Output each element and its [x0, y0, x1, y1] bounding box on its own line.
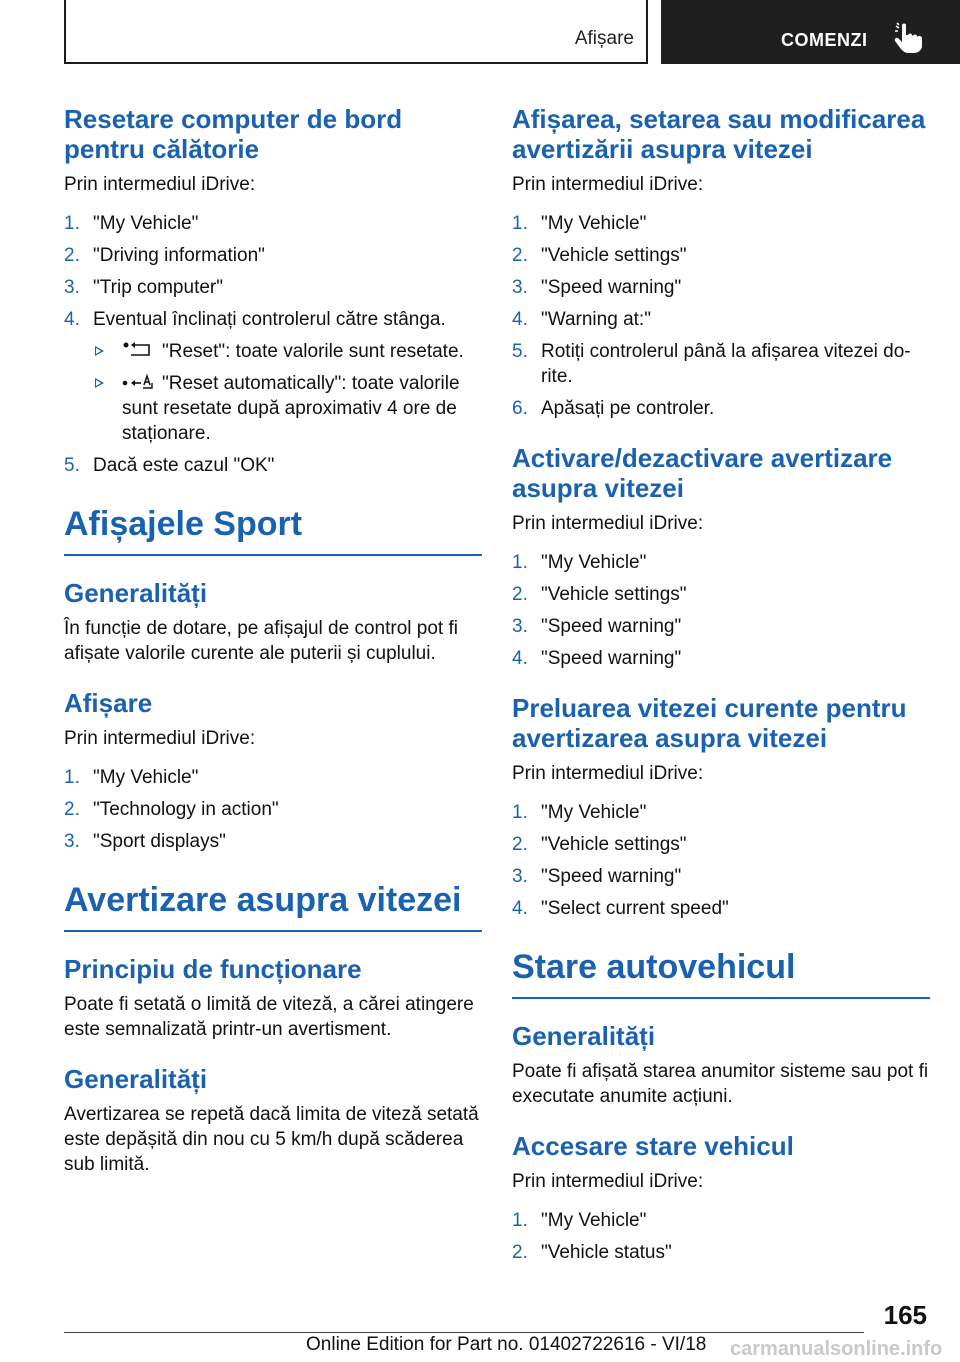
toggle-speed-warning-steps — [512, 550, 930, 671]
general-heading-2: Generalități — [64, 1064, 208, 1094]
footer-divider — [64, 1332, 864, 1333]
reset-auto-icon — [122, 373, 154, 391]
list-item: 1. "My Vehicle" — [64, 213, 199, 234]
bullet-triangle-icon — [95, 346, 104, 356]
access-status-intro: Prin intermediul iDrive: — [512, 1171, 704, 1192]
list-item: 2. "Vehicle status" — [512, 1242, 672, 1263]
current-speed-steps — [512, 800, 930, 921]
trip-reset-intro: Prin intermediul iDrive: — [64, 174, 256, 195]
list-item: 1. "My Vehicle" — [64, 767, 199, 788]
toggle-speed-warning-intro: Prin intermediul iDrive: — [512, 513, 704, 534]
page-number: 165 — [883, 1300, 927, 1330]
list-item: 2. "Vehicle settings" — [512, 584, 687, 605]
sub-list-item: "Reset automatically": toate valorile sunt resetate după aproximativ 4 ore de staționare. — [93, 371, 482, 446]
reset-icon — [122, 341, 154, 359]
left-column — [64, 104, 482, 1177]
list-item: 3. "Speed warning" — [512, 866, 682, 887]
list-item: 1. "My Vehicle" — [512, 802, 647, 823]
general-text-1: În funcție de dotare, pe afișajul de control pot fi afișate valorile curente ale puterii și cuplului. — [64, 618, 458, 664]
list-item: 6. Apăsați pe controler. — [512, 398, 715, 419]
sub-list-item: "Reset": toate valorile sunt resetate. — [93, 339, 482, 364]
access-status-steps — [512, 1208, 930, 1265]
header-chapter-box — [661, 0, 960, 64]
list-item: 4. "Speed warning" — [512, 648, 682, 669]
display-intro: Prin intermediul iDrive: — [64, 728, 256, 749]
general-text-3: Poate fi afișată starea anumitor sisteme sau pot fi executate anumite acțiuni. — [512, 1061, 929, 1107]
trip-reset-steps — [64, 211, 482, 478]
toggle-speed-warning-heading: Activare/dezactivare avertizare asupra vitezei — [512, 443, 893, 503]
list-item: 1. "My Vehicle" — [512, 1210, 647, 1231]
display-steps — [64, 765, 482, 854]
principle-heading: Principiu de funcționare — [64, 954, 362, 984]
list-item: 5. Rotiți controlerul până la afișarea vitezei do-rite. — [512, 341, 911, 387]
list-item: 2. "Technology in action" — [64, 799, 279, 820]
pointing-hand-icon — [893, 22, 923, 54]
list-item: 2. "Vehicle settings" — [512, 834, 687, 855]
footer-edition: Online Edition for Part no. 01402722616 - VI/18 — [306, 1334, 707, 1355]
list-item: 3. "Speed warning" — [512, 277, 682, 298]
list-item: 5. Dacă este cazul "OK" — [64, 455, 275, 476]
list-item: 2. "Vehicle settings" — [512, 245, 687, 266]
bullet-triangle-icon — [95, 378, 104, 388]
list-item: 4. "Warning at:" — [512, 309, 651, 330]
general-text-2: Avertizarea se repetă dacă limita de viteză setată este depășită din nou cu 5 km/h după scăderea sub limită. — [64, 1104, 479, 1175]
current-speed-intro: Prin intermediul iDrive: — [512, 763, 704, 784]
principle-text: Poate fi setată o limită de viteză, a cărei atingere este semnalizată printr-un avertisment. — [64, 994, 474, 1040]
general-heading-1: Generalități — [64, 578, 208, 608]
set-speed-warning-steps — [512, 211, 930, 421]
display-heading: Afișare — [64, 688, 153, 718]
list-item: 4. Eventual înclinați controlerul către stânga. "Reset": toate valorile sunt resetate. "Reset automatically": toate valorile sunt resetate după aproximativ 4 ore de staționare. — [64, 307, 482, 446]
sport-displays-heading: Afișajele Sport — [64, 504, 482, 556]
list-item: 3. "Trip computer" — [64, 277, 223, 298]
watermark: carmanualsonline.info — [730, 1338, 943, 1360]
list-item: 4. "Select current speed" — [512, 898, 729, 919]
header-section-box — [64, 0, 648, 64]
general-heading-3: Generalități — [512, 1021, 656, 1051]
list-item: 2. "Driving information" — [64, 245, 265, 266]
set-speed-warning-intro: Prin intermediul iDrive: — [512, 174, 704, 195]
right-column — [512, 104, 930, 1272]
trip-reset-heading: Resetare computer de bord pentru călătorie — [64, 104, 403, 164]
vehicle-status-heading: Stare autovehicul — [512, 947, 930, 999]
header-chapter-title: COMENZI — [781, 30, 868, 50]
access-status-heading: Accesare stare vehicul — [512, 1131, 794, 1161]
set-speed-warning-heading: Afișarea, setarea sau modificarea avertizării asupra vitezei — [512, 104, 926, 164]
list-item: 1. "My Vehicle" — [512, 213, 647, 234]
list-item: 1. "My Vehicle" — [512, 552, 647, 573]
list-item: 3. "Speed warning" — [512, 616, 682, 637]
list-item: 3. "Sport displays" — [64, 831, 226, 852]
current-speed-heading: Preluarea vitezei curente pentru avertizarea asupra vitezei — [512, 693, 907, 753]
header-section-title: Afișare — [574, 28, 634, 49]
trip-reset-suboptions — [93, 339, 482, 446]
speed-warning-heading: Avertizare asupra vitezei — [64, 880, 482, 932]
